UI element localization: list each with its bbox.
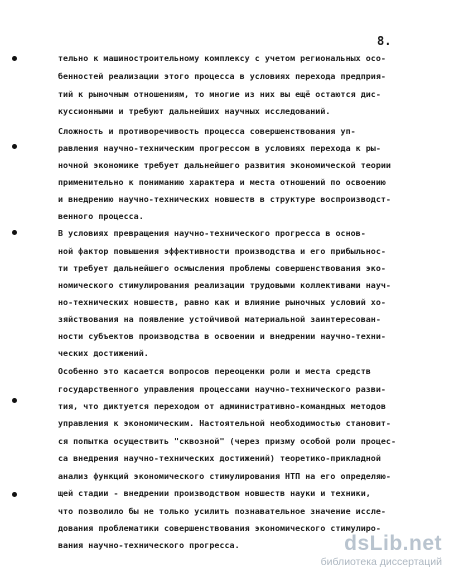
text-line: венного процесса. [58,211,144,221]
text-line: Сложность и противоречивость процесса совершенствования уп- [58,126,356,136]
text-line: тия, что диктуется переходом от административно-командных методов [58,401,386,411]
text-line: равления научно-техническим прогрессом в условиях перехода к ры- [58,143,381,153]
text-line: что позволило бы не только усилить познавательное значение иссле- [58,506,386,516]
text-line: тельно к машиностроительному комплексу с учетом региональных осо- [58,53,386,63]
text-line: бенностей реализации этого процесса в условиях перехода предприя- [58,71,386,81]
text-line: и внедрению научно-технических новшеств в структуре воспроизводст- [58,194,391,204]
text-line: анализ функций экономического стимулирования НТП на его определяю- [58,471,391,481]
text-line: ся попытка осуществить "сквозной" (через призму особой роли процес- [58,436,397,446]
text-line: государственного управления процессами научно-технического разви- [58,384,386,394]
text-line: тий к рыночным отношениям, то многие из них вы ещё остаются дис- [58,89,381,99]
text-line: номического стимулирования реализации трудовыми коллективами науч- [58,280,391,290]
watermark [321,532,442,568]
text-line: вания научно-технического прогресса. [58,540,240,550]
text-line: Особенно это касается вопросов переоценки роли и места средств [58,366,371,376]
text-line: применительно к пониманию характера и места отношений по освоению [58,177,386,187]
text-line: куссионными и требуют дальнейших научных исследований. [58,106,331,116]
text-line: дования проблематики совершенствования экономического стимулиро- [58,523,381,533]
page-number: 8. [377,34,392,48]
text-line: ночной экономике требует дальнейшего развития экономической теории [58,160,391,170]
text-line: В условиях превращения научно-технического прогресса в основ- [58,228,366,238]
text-line: са внедрения научно-технических достижений) теоретико-прикладной [58,453,381,463]
text-line: зяйствования на появление устойчивой материальной заинтересован- [58,314,381,324]
text-line: ческих достижений. [58,348,149,358]
text-line: щей стадии - внедрении производством новшеств науки и техники, [58,488,371,498]
text-line: но-технических новшеств, равно как и влияние рыночных условий хо- [58,297,386,307]
text-line: ти требует дальнейшего осмысления проблемы совершенствования эко- [58,263,386,273]
watermark-logo: dsLib.net [344,532,442,555]
text-line: ной фактор повышения эффективности производства и его прибыльнос- [58,246,386,256]
text-line: ности субъектов производства в освоении и внедрении научно-техни- [58,331,386,341]
watermark-tagline: библиотека диссертаций [320,556,442,568]
text-line: управления к экономическим. Настоятельной необходимостью становит- [58,418,391,428]
